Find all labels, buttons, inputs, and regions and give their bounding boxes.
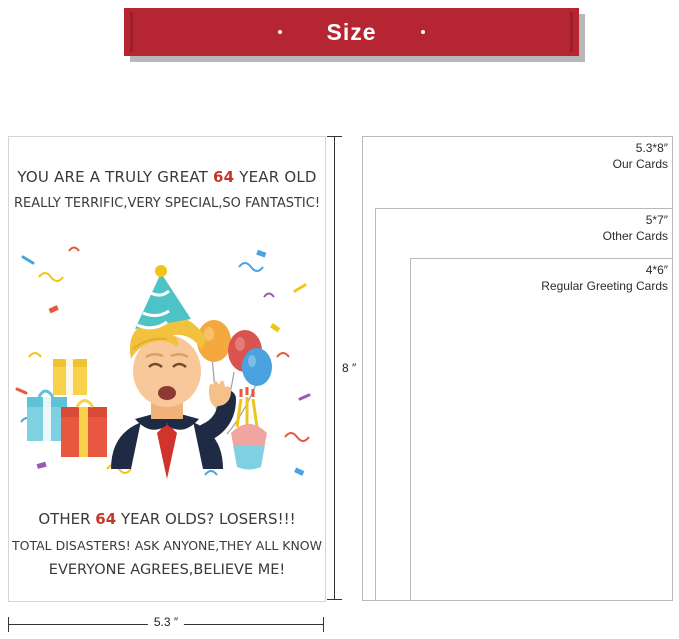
gift-boxes-icon — [27, 354, 107, 458]
birthday-illustration — [9, 237, 325, 497]
card-bottom-age-number: 64 — [95, 509, 117, 528]
width-dimension — [8, 614, 324, 636]
label-regular-cards — [541, 262, 668, 294]
width-dimension-cap-right — [323, 617, 324, 632]
size-comparison-diagram — [362, 136, 672, 600]
card-top-age-number: 64 — [213, 168, 235, 186]
label-other-cards-size: 5*7″ — [645, 213, 668, 227]
label-our-cards-size: 5.3*8″ — [635, 141, 668, 155]
width-dimension-label: 5.3 ″ — [148, 615, 184, 629]
height-dimension-line — [334, 136, 335, 600]
card-bottom-line-1 — [9, 511, 325, 528]
card-top-line-1-prefix: YOU ARE A TRULY GREAT — [17, 168, 213, 186]
card-bottom-line-3: EVERYONE AGREES,BELIEVE ME! — [48, 562, 286, 579]
page-title: Size — [326, 18, 377, 45]
banner-dot-left-icon — [278, 30, 282, 34]
label-other-cards — [603, 212, 668, 244]
card-bottom-line-1-suffix: YEAR OLDS? LOSERS!!! — [116, 509, 296, 528]
card-bottom-line-1-prefix: OTHER — [38, 509, 96, 528]
rect-regular-greeting-cards — [410, 258, 673, 601]
banner-dot-right-icon — [421, 30, 425, 34]
header-banner — [124, 8, 579, 56]
height-dimension-cap-top — [327, 136, 342, 137]
card-top-text-block — [9, 169, 325, 212]
label-our-cards-name: Our Cards — [612, 157, 668, 172]
balloons-icon — [197, 320, 272, 434]
card-bottom-text-block — [9, 511, 325, 579]
banner-bar — [124, 8, 579, 56]
card-preview — [8, 136, 326, 602]
card-top-line-1 — [9, 169, 325, 186]
height-dimension-label: 8 ″ — [342, 358, 356, 378]
width-dimension-cap-left — [8, 617, 9, 632]
card-bottom-line-2: TOTAL DISASTERS! ASK ANYONE,THEY ALL KNOW — [11, 537, 323, 553]
label-regular-cards-size: 4*6″ — [645, 263, 668, 277]
label-regular-cards-name: Regular Greeting Cards — [541, 279, 668, 294]
label-other-cards-name: Other Cards — [602, 229, 668, 244]
card-top-line-2: REALLY TERRIFIC,VERY SPECIAL,SO FANTASTIC! — [13, 196, 321, 212]
label-our-cards — [613, 140, 668, 172]
card-top-line-1-suffix: YEAR OLD — [234, 168, 317, 186]
height-dimension-cap-bottom — [327, 599, 342, 600]
